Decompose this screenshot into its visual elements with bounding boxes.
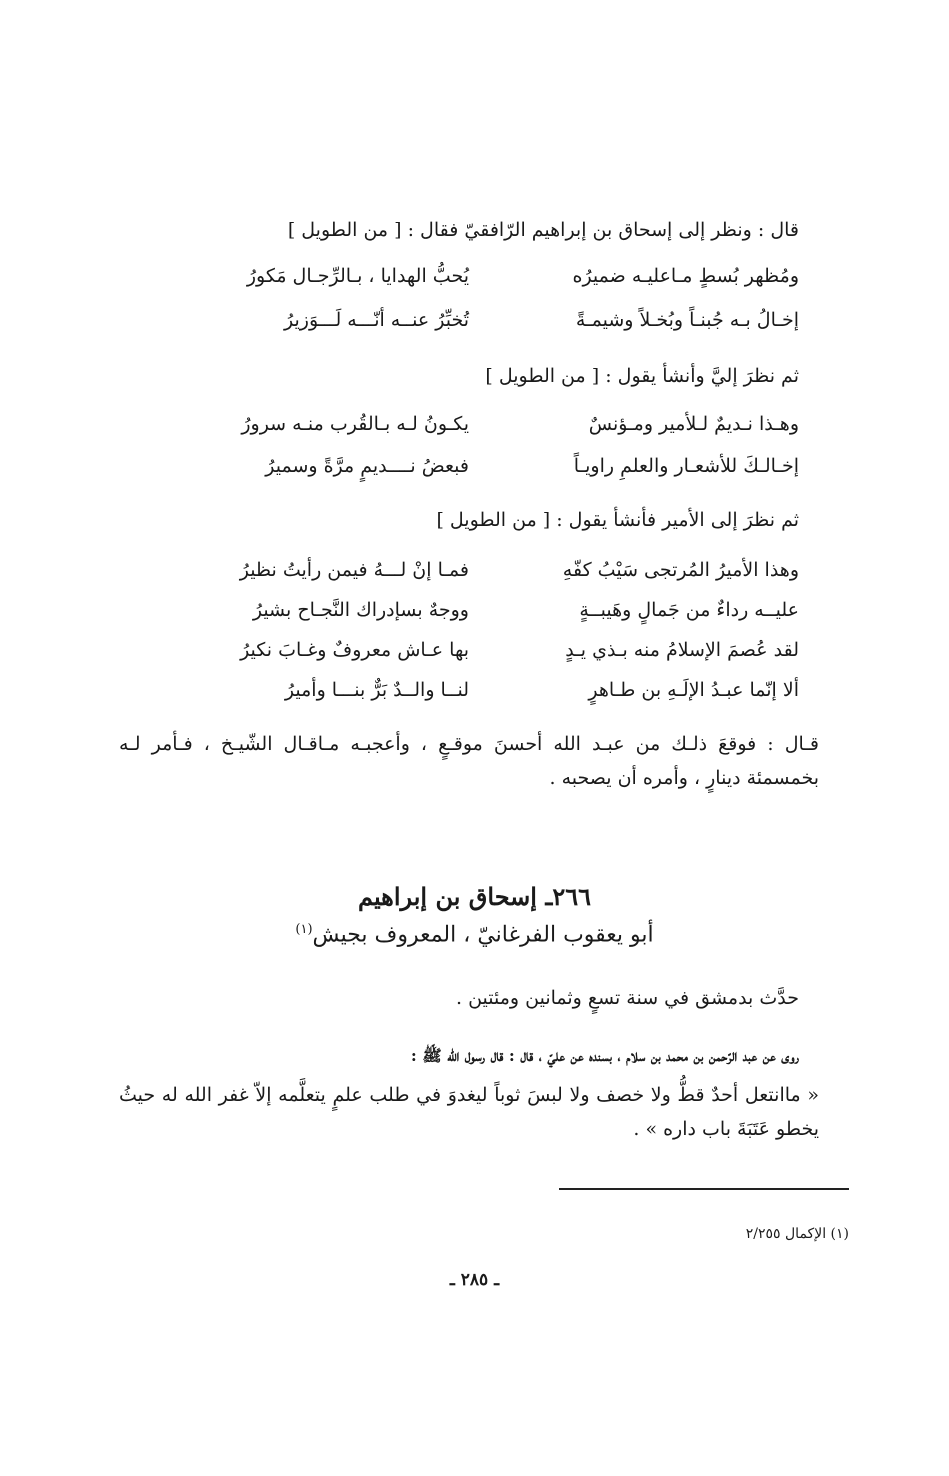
- intro-line-3: ثم نظرَ إلى الأمير فأنشأ يقول : [ من الطويل ]: [436, 509, 799, 531]
- poem3-verse3-first: لقد عُصمَ الإسلامُ منه بـذي يـدٍ: [565, 639, 799, 661]
- hadith-paragraph: « ماانتعل أحدٌ قطُّ ولا خصف ولا لبسَ ثوباً ليغدوَ في طلب علمٍ يتعلَّمه إلاّ غفر الله له حيثُ يخطو عَتَبَةَ باب داره » .: [119, 1084, 819, 1140]
- entry-text-1: حدَّث بدمشق في سنة تسعٍ وثمانين ومئتين .: [455, 987, 799, 1009]
- poem2-verse2-first: إخـالـكَ للأشعـار والعلمِ راويـاً: [573, 455, 799, 477]
- footnote: (١) الإكمال ٢/٢٥٥: [745, 1226, 849, 1242]
- poem3-verse3-second: بها عـاش معروفٌ وغـابَ نكيرُ: [240, 639, 469, 661]
- entry-subtitle: [0, 922, 949, 947]
- poem3-verse2-second: ووجهٌ بسإدراك النَّجـاح بشيرُ: [252, 599, 469, 621]
- poem3-verse2-first: عليــه رداءٌ من جَمالٍ وهَيبــةٍ: [579, 599, 799, 621]
- entry-title: ٢٦٦ـ إسحاق بن إبراهيم: [357, 882, 592, 911]
- poem1-verse2-second: تُخبِّرُ عنــه أنّـــه لَـــوَزيرُ: [284, 309, 469, 331]
- intro-line-1: قال : ونظر إلى إسحاق بن إبراهيم الرّافقيّ فقال : [ من الطويل ]: [287, 219, 799, 241]
- poem3-verse1-second: فمـا إنْ لـــهُ فيمن رأيتُ نظيرُ: [239, 559, 469, 581]
- poem2-verse1-second: يكـونُ لـه بـالقُرب منـه سرورُ: [241, 413, 469, 435]
- poem3-verse4-second: لنــا والــدٌ بَرٌّ بنـــا وأميرُ: [284, 679, 469, 701]
- entry-text-2: روى عن عبد الرّحمن بن محمد بن سلام ، بسنده عن عليّ ، قال : قال رسول الله ﷺ :: [410, 1046, 799, 1065]
- poem3-verse1-first: وهذا الأميرُ المُرتجى سَيْبُ كفّهِ: [562, 559, 799, 581]
- poem3-verse4-first: ألا إنّما عبـدُ الإلَـهِ بن طـاهرٍ: [588, 679, 799, 701]
- poem1-verse1-second: يُحبُّ الهدايا ، بـالرِّجـال مَكورُ: [246, 265, 469, 287]
- footnote-reference: (١): [295, 922, 313, 937]
- narration-paragraph: قـال : فوقعَ ذلـك من عبـد الله أحسنَ موقـعٍ ، وأعجبـه مـاقـال الشّيـخ ، فـأمر لـه بخمسمئة دينارٍ ، وأمره أن يصحبه .: [119, 733, 819, 789]
- footnote-divider: [559, 1188, 849, 1190]
- poem1-verse1-first: ومُظهر بُسطٍ مـاعليـه ضميرُه: [572, 265, 799, 287]
- entry-subtitle-text: أبو يعقوب الفرغانيّ ، المعروف بجيش: [312, 922, 654, 948]
- intro-line-2: ثم نظرَ إليَّ وأنشأ يقول : [ من الطويل ]: [485, 365, 799, 387]
- poem2-verse1-first: وهـذا نـديمٌ لـلأمير ومـؤنسٌ: [588, 413, 799, 435]
- poem1-verse2-first: إخـالُ بـه جُبنـاً وبُخـلاً وشيمـةً: [575, 309, 799, 331]
- page-number: ـ ٢٨٥ ـ: [449, 1270, 500, 1290]
- poem2-verse2-second: فبعضُ نــــديمٍ مرَّةً وسميرُ: [265, 455, 469, 477]
